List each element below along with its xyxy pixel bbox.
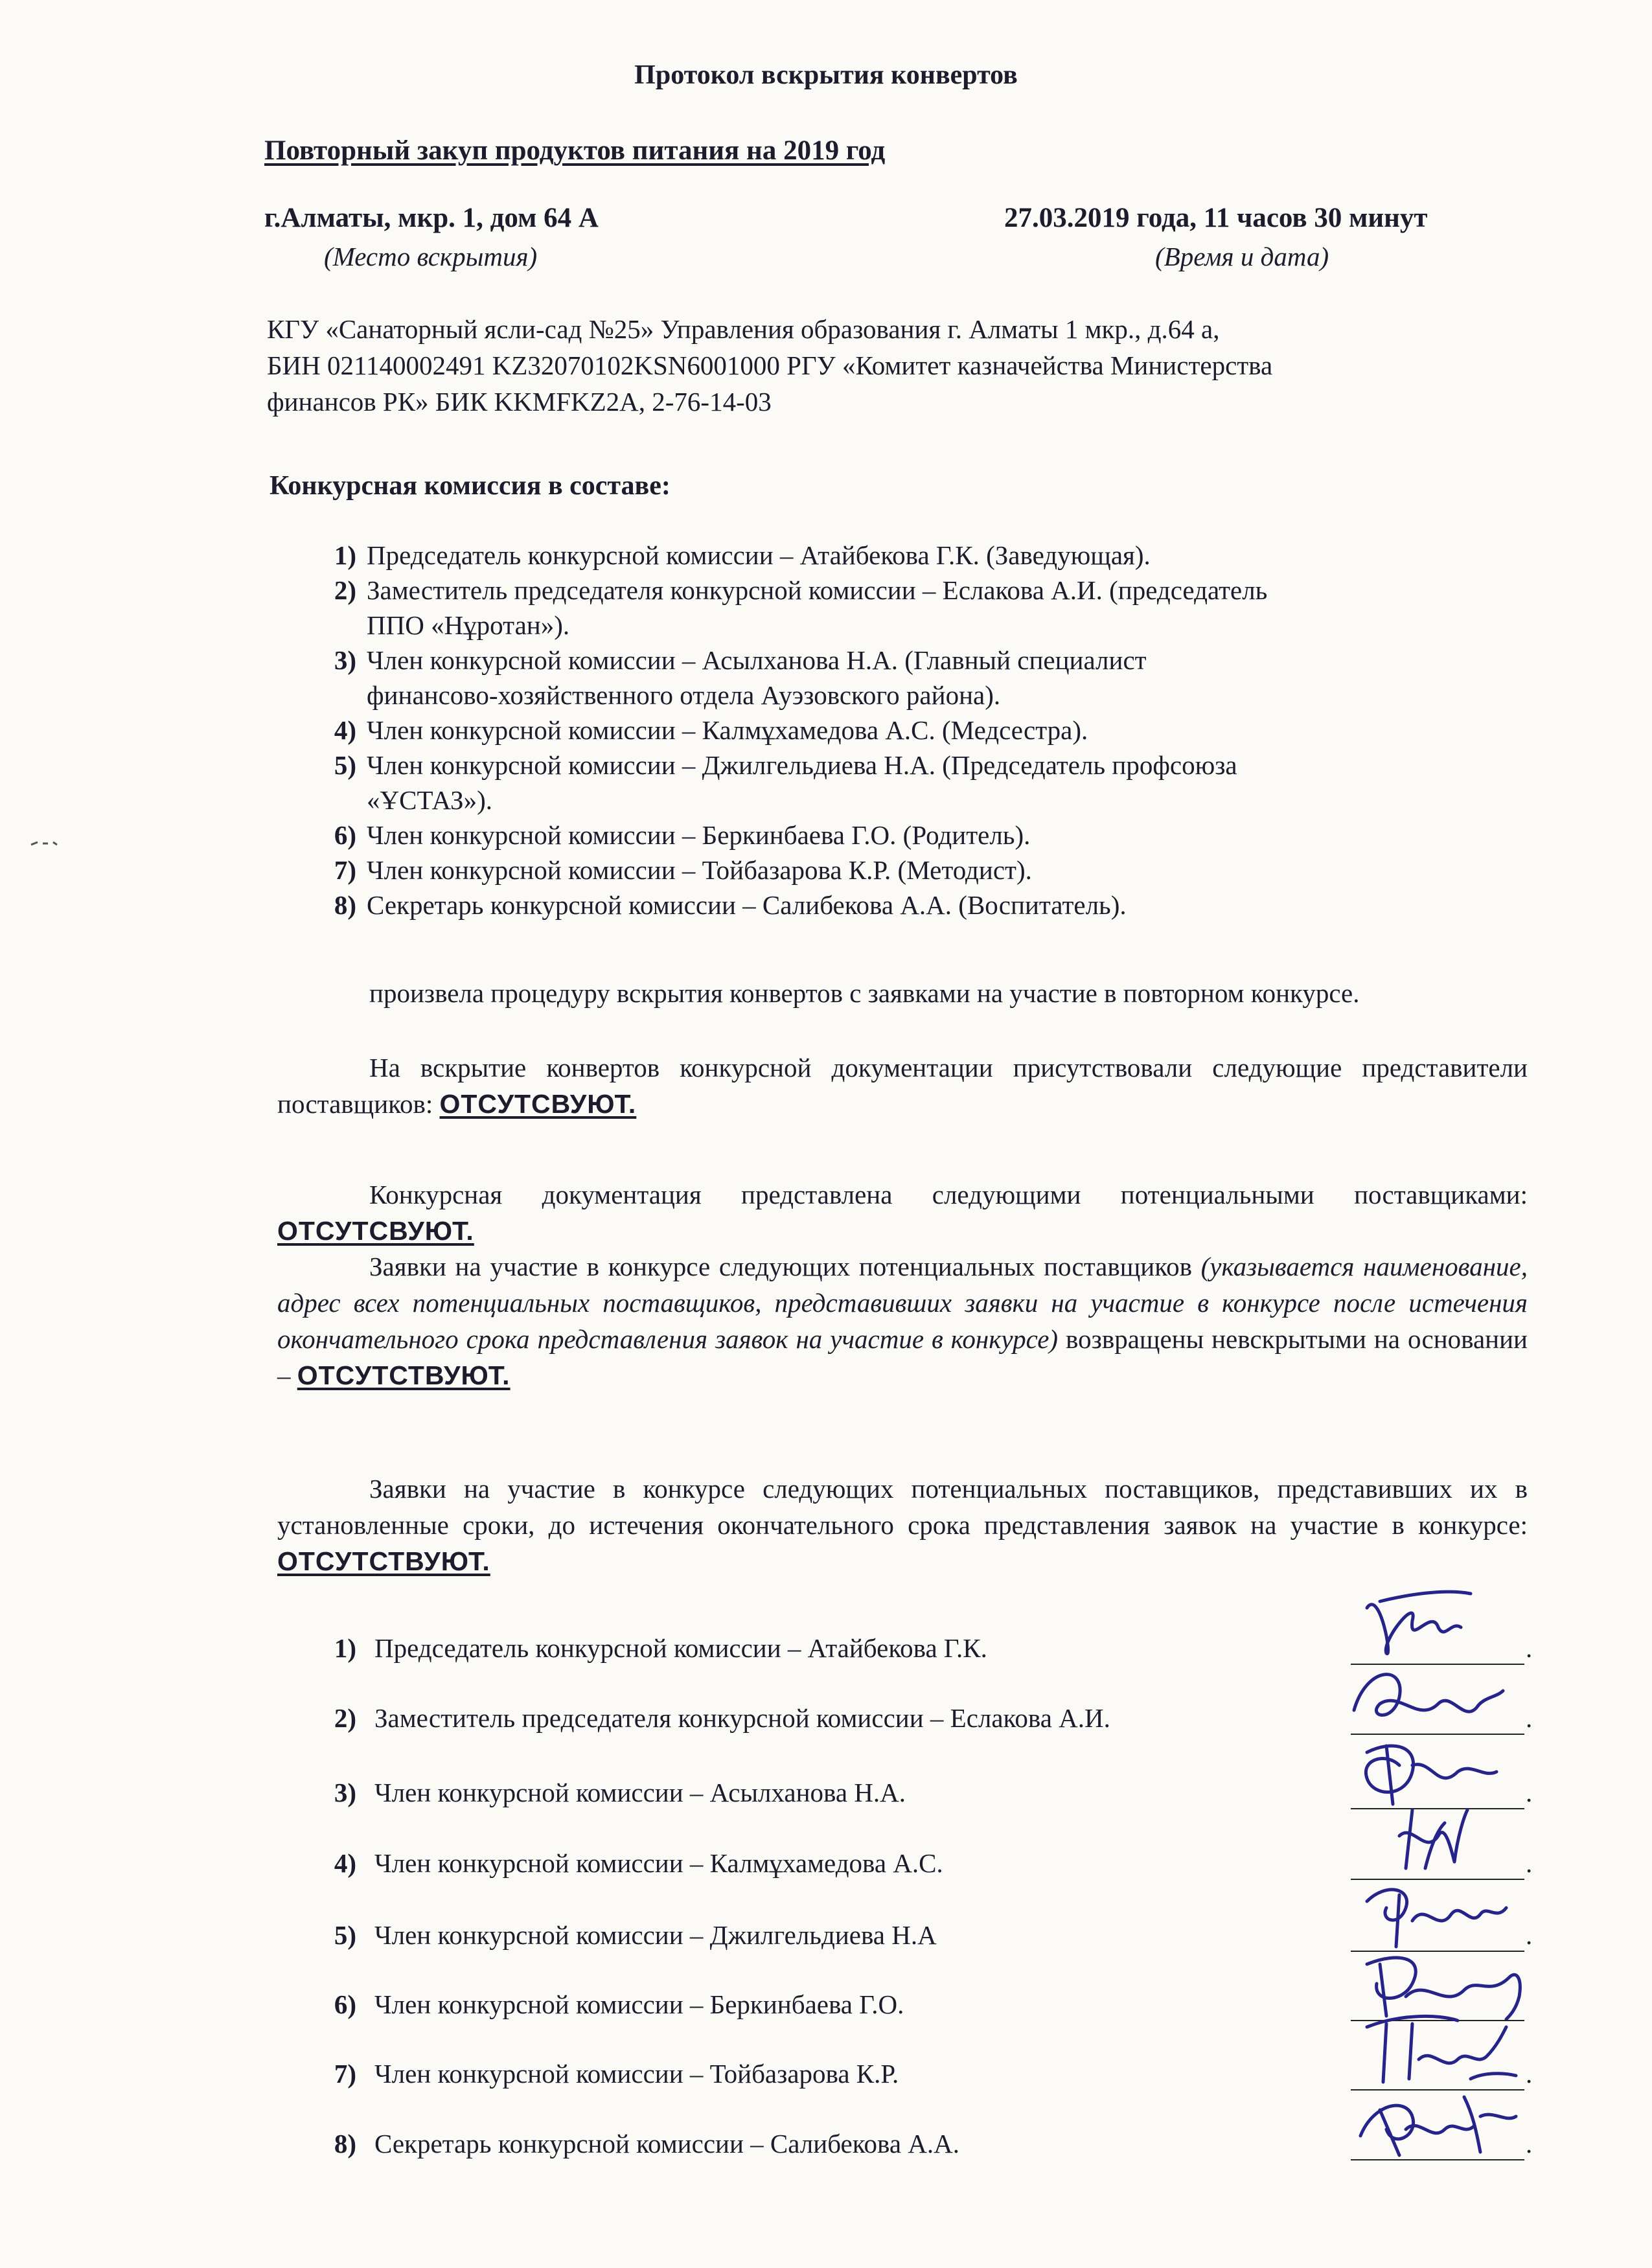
procurement-subject: Повторный закуп продуктов питания на 2019 год xyxy=(264,135,886,166)
opening-place-caption: (Место вскрытия) xyxy=(324,242,538,271)
signature-row: 8) Секретарь конкурсной комиссии – Салибекова А.А. . xyxy=(0,2128,1652,2180)
scan-speck xyxy=(29,837,67,850)
document-title: Протокол вскрытия конвертов xyxy=(634,60,1018,90)
opening-datetime-caption: (Время и дата) xyxy=(1155,242,1329,271)
commission-list xyxy=(304,538,1522,922)
present-paragraph: На вскрытие конвертов конкурсной документации присутствовали следующие представители поставщиков: ОТСУТСВУЮТ. xyxy=(277,1053,1528,1119)
commission-member: 2) Заместитель председателя конкурсной комиссии – Еслакова А.И. (председатель ППО «Нұротан»). xyxy=(334,575,1268,640)
signature-row: 3) Член конкурсной комиссии – Асылханова Н.А. . xyxy=(0,1777,1652,1829)
signature-line xyxy=(1351,2159,1524,2160)
procedure-paragraph: произвела процедуру вскрытия конвертов с заявками на участие в повторном конкурсе. xyxy=(369,978,1360,1008)
commission-member: 6) Член конкурсной комиссии – Беркинбаева Г.О. (Родитель). xyxy=(334,820,1031,850)
commission-member: 4) Член конкурсной комиссии – Калмұхамедова А.С. (Медсестра). xyxy=(334,715,1088,745)
organization-line: БИН 021140002491 KZ32070102KSN6001000 РГУ «Комитет казначейства Министерства xyxy=(267,350,1273,380)
opening-place: г.Алматы, мкр. 1, дом 64 А xyxy=(264,203,599,233)
signature-row: 4) Член конкурсной комиссии – Калмұхамедова А.С. . xyxy=(0,1848,1652,1899)
organization-details xyxy=(267,311,1524,420)
commission-member: 1) Председатель конкурсной комиссии – Атайбекова Г.К. (Заведующая). xyxy=(334,540,1151,570)
signature-row: 7) Член конкурсной комиссии – Тойбазарова К.Р. . xyxy=(0,2058,1652,2110)
commission-member: 8) Секретарь конкурсной комиссии – Салибекова А.А. (Воспитатель). xyxy=(334,890,1127,920)
signature-row: 6) Член конкурсной комиссии – Беркинбаева Г.О. xyxy=(0,1989,1652,2041)
signature-row: 1) Председатель конкурсной комиссии – Атайбекова Г.К. . xyxy=(0,1632,1652,1684)
organization-line: финансов РК» БИК KKMFKZ2A, 2-76-14-03 xyxy=(267,387,772,417)
signature-row: 2) Заместитель председателя конкурсной комиссии – Еслакова А.И. . xyxy=(0,1702,1652,1754)
documentation-paragraph: Конкурсная документация представлена следующими потенциальными поставщиками: ОТСУТСВУЮТ. xyxy=(277,1180,1528,1246)
accepted-status: ОТСУТСТВУЮТ. xyxy=(277,1546,490,1576)
handwritten-signature xyxy=(1341,2078,1535,2168)
commission-member: 3) Член конкурсной комиссии – Асылханова Н.А. (Главный специалист финансово-хозяйственного отдела Ауэзовского района). xyxy=(334,645,1147,710)
signature-row: 5) Член конкурсной комиссии – Джилгельдиева Н.А . xyxy=(0,1919,1652,1971)
commission-member: 7) Член конкурсной комиссии – Тойбазарова К.Р. (Методист). xyxy=(334,855,1032,885)
returned-status: ОТСУТСТВУЮТ. xyxy=(297,1360,511,1390)
organization-line: КГУ «Санаторный ясли-сад №25» Управления образования г. Алматы 1 мкр., д.64 а, xyxy=(267,314,1220,344)
accepted-applications-paragraph: Заявки на участие в конкурсе следующих потенциальных поставщиков, представивших их в установленные сроки, до истечения окончательного срока представления заявок на участие в конкурсе: ОТСУТСТВУЮТ. xyxy=(277,1474,1528,1576)
documentation-status: ОТСУТСВУЮТ. xyxy=(277,1216,474,1246)
present-status: ОТСУТСВУЮТ. xyxy=(439,1089,637,1119)
returned-applications-paragraph: Заявки на участие в конкурсе следующих потенциальных поставщиков (указывается наименование, адрес всех потенциальных поставщиков, представивших заявки на участие в конкурсе после истечения окончательного срока представления заявок на участие в конкурсе) возвращены невскрытыми на основании – ОТСУТСТВУЮТ. xyxy=(277,1252,1528,1390)
commission-member: 5) Член конкурсной комиссии – Джилгельдиева Н.А. (Председатель профсоюза «ҰСТАЗ»). xyxy=(334,750,1237,815)
opening-datetime: 27.03.2019 года, 11 часов 30 минут xyxy=(1004,203,1428,233)
commission-heading: Конкурсная комиссия в составе: xyxy=(270,471,671,501)
